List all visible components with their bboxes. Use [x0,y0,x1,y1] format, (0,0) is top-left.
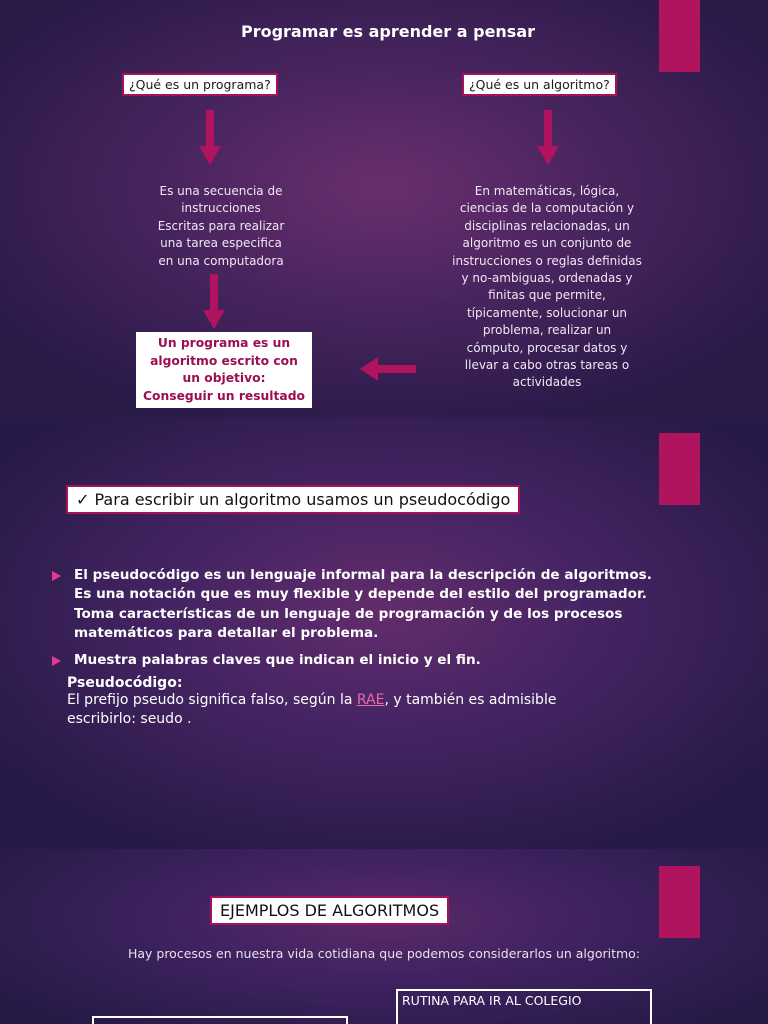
slide-1 [0,0,768,417]
arrow-down-icon [537,110,559,166]
pseudocode-heading-text: Para escribir un algoritmo usamos un pseudocódigo [94,490,511,509]
accent-bar [659,433,700,505]
slide-title: Programar es aprender a pensar [240,22,536,41]
bullet-text: El pseudocódigo es un lenguaje informal para la descripción de algoritmos. Es una notación que es muy flexible y depende del estilo del programador. Toma características de un lenguaje de programación y de los procesos matemáticos para detallar el problema. [74,567,652,642]
routine-box-title: RUTINA PARA IR AL COLEGIO [402,993,582,1008]
examples-intro: Hay procesos en nuestra vida cotidiana que podemos considerarlos un algoritmo: [127,946,641,961]
pseudocode-text-after: , y también es admisible escribirlo: seudo . [67,692,557,727]
programa-description: Es una secuencia de instrucciones Escritas para realizar una tarea especifica en una computadora [157,184,285,268]
rae-link[interactable]: RAE [356,692,385,708]
bullet-text: Muestra palabras claves que indican el inicio y el fin. [74,651,481,668]
algoritmo-description: En matemáticas, lógica, ciencias de la computación y disciplinas relacionadas, un algoritmo es un conjunto de instrucciones o reglas definidas y no-ambiguas, ordenadas y finitas que permite, típicamente, solucionar un problema, realizar un cómputo, procesar datos y llevar a cabo otras tareas o actividades [452,184,642,390]
question-programa: ¿Qué es un programa? [122,73,278,96]
pseudocode-definition [67,675,627,729]
arrow-down-icon [199,110,221,166]
slide-3 [0,849,768,1024]
arrow-down-icon [203,274,225,330]
list-item [52,651,652,670]
slide-2 [0,417,768,849]
check-icon: ✓ [76,490,90,509]
pseudocode-text [67,691,627,729]
conclusion-box: Un programa es un algoritmo escrito con un objetivo: Conseguir un resultado [136,332,312,408]
pseudocode-label: Pseudocódigo: [67,675,183,691]
bullet-triangle-icon [52,656,61,666]
examples-heading: EJEMPLOS DE ALGORITMOS [210,896,449,925]
question-algoritmo: ¿Qué es un algoritmo? [462,73,617,96]
pseudocode-text-before: El prefijo pseudo significa falso, según la [67,692,357,708]
list-item [52,566,652,644]
bullet-list [52,566,652,677]
arrow-left-icon [360,357,416,381]
left-example-box [92,1016,348,1024]
accent-bar [659,866,700,938]
pseudocode-heading [66,485,520,514]
bullet-triangle-icon [52,571,61,581]
routine-box [396,989,652,1024]
